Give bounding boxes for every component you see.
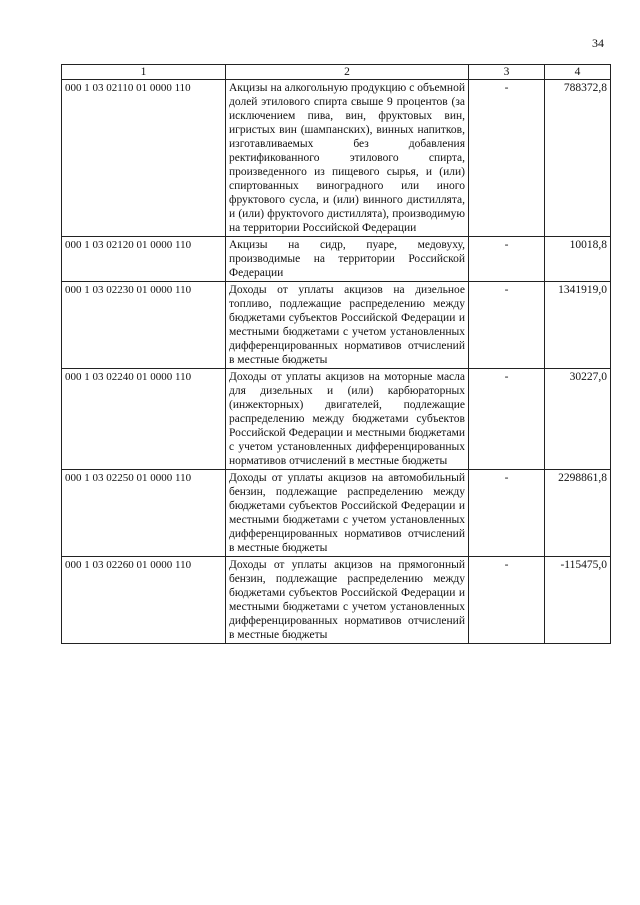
header-col-2: 2 [226, 65, 469, 80]
header-col-3: 3 [469, 65, 545, 80]
table-row [62, 237, 611, 282]
amount: -115475,0 [545, 557, 611, 644]
amount: 2298861,8 [545, 470, 611, 557]
budget-code: 000 1 03 02250 01 0000 110 [62, 470, 226, 557]
revenue-name: Доходы от уплаты акцизов на дизельное топливо, подлежащие распределению между бюджетами субъектов Российской Федерации и местными бюджетами с учетом установленных дифференцированных нормативов отчислений в местные бюджеты [226, 282, 469, 369]
col3-value: - [469, 80, 545, 237]
amount: 1341919,0 [545, 282, 611, 369]
amount: 10018,8 [545, 237, 611, 282]
revenue-name: Акцизы на сидр, пуаре, медовуху, производимые на территории Российской Федерации [226, 237, 469, 282]
table-row [62, 557, 611, 644]
table-row [62, 369, 611, 470]
budget-code: 000 1 03 02120 01 0000 110 [62, 237, 226, 282]
table-row [62, 80, 611, 237]
budget-code: 000 1 03 02230 01 0000 110 [62, 282, 226, 369]
revenue-name: Доходы от уплаты акцизов на автомобильный бензин, подлежащие распределению между бюджетами субъектов Российской Федерации и местными бюджетами с учетом установленных дифференцированных нормативов отчислений в местные бюджеты [226, 470, 469, 557]
amount: 788372,8 [545, 80, 611, 237]
revenue-table [61, 64, 611, 644]
revenue-name: Доходы от уплаты акцизов на прямогонный бензин, подлежащие распределению между бюджетами субъектов Российской Федерации и местными бюджетами с учетом установленных дифференцированных нормативов отчислений в местные бюджеты [226, 557, 469, 644]
col3-value: - [469, 470, 545, 557]
table-header [62, 65, 611, 80]
table-row [62, 470, 611, 557]
col3-value: - [469, 282, 545, 369]
budget-code: 000 1 03 02260 01 0000 110 [62, 557, 226, 644]
revenue-name: Доходы от уплаты акцизов на моторные масла для дизельных и (или) карбюраторных (инжекторных) двигателей, подлежащие распределению между бюджетами субъектов Российской Федерации и местными бюджетами с учетом установленных дифференцированных нормативов отчислений в местные бюджеты [226, 369, 469, 470]
budget-code: 000 1 03 02240 01 0000 110 [62, 369, 226, 470]
header-col-4: 4 [545, 65, 611, 80]
header-col-1: 1 [62, 65, 226, 80]
page-number: 34 [592, 36, 604, 50]
col3-value: - [469, 237, 545, 282]
col3-value: - [469, 369, 545, 470]
table-body [62, 80, 611, 644]
col3-value: - [469, 557, 545, 644]
table-row [62, 282, 611, 369]
amount: 30227,0 [545, 369, 611, 470]
revenue-name: Акцизы на алкогольную продукцию с объемной долей этилового спирта свыше 9 процентов (за исключением пива, вин, фруктовых вин, игристых вин (шампанских), винных напитков, изготавливаемых без добавления ректификованного этилового спирта, произведенного из пищевого сырья, и (или) спиртованных виноградного или иного фруктового сусла, и (или) винного дистиллята, и (или) фруктоvого дистиллята), производимую на территории Российской Федерации [226, 80, 469, 237]
header-row [62, 65, 611, 80]
budget-code: 000 1 03 02110 01 0000 110 [62, 80, 226, 237]
